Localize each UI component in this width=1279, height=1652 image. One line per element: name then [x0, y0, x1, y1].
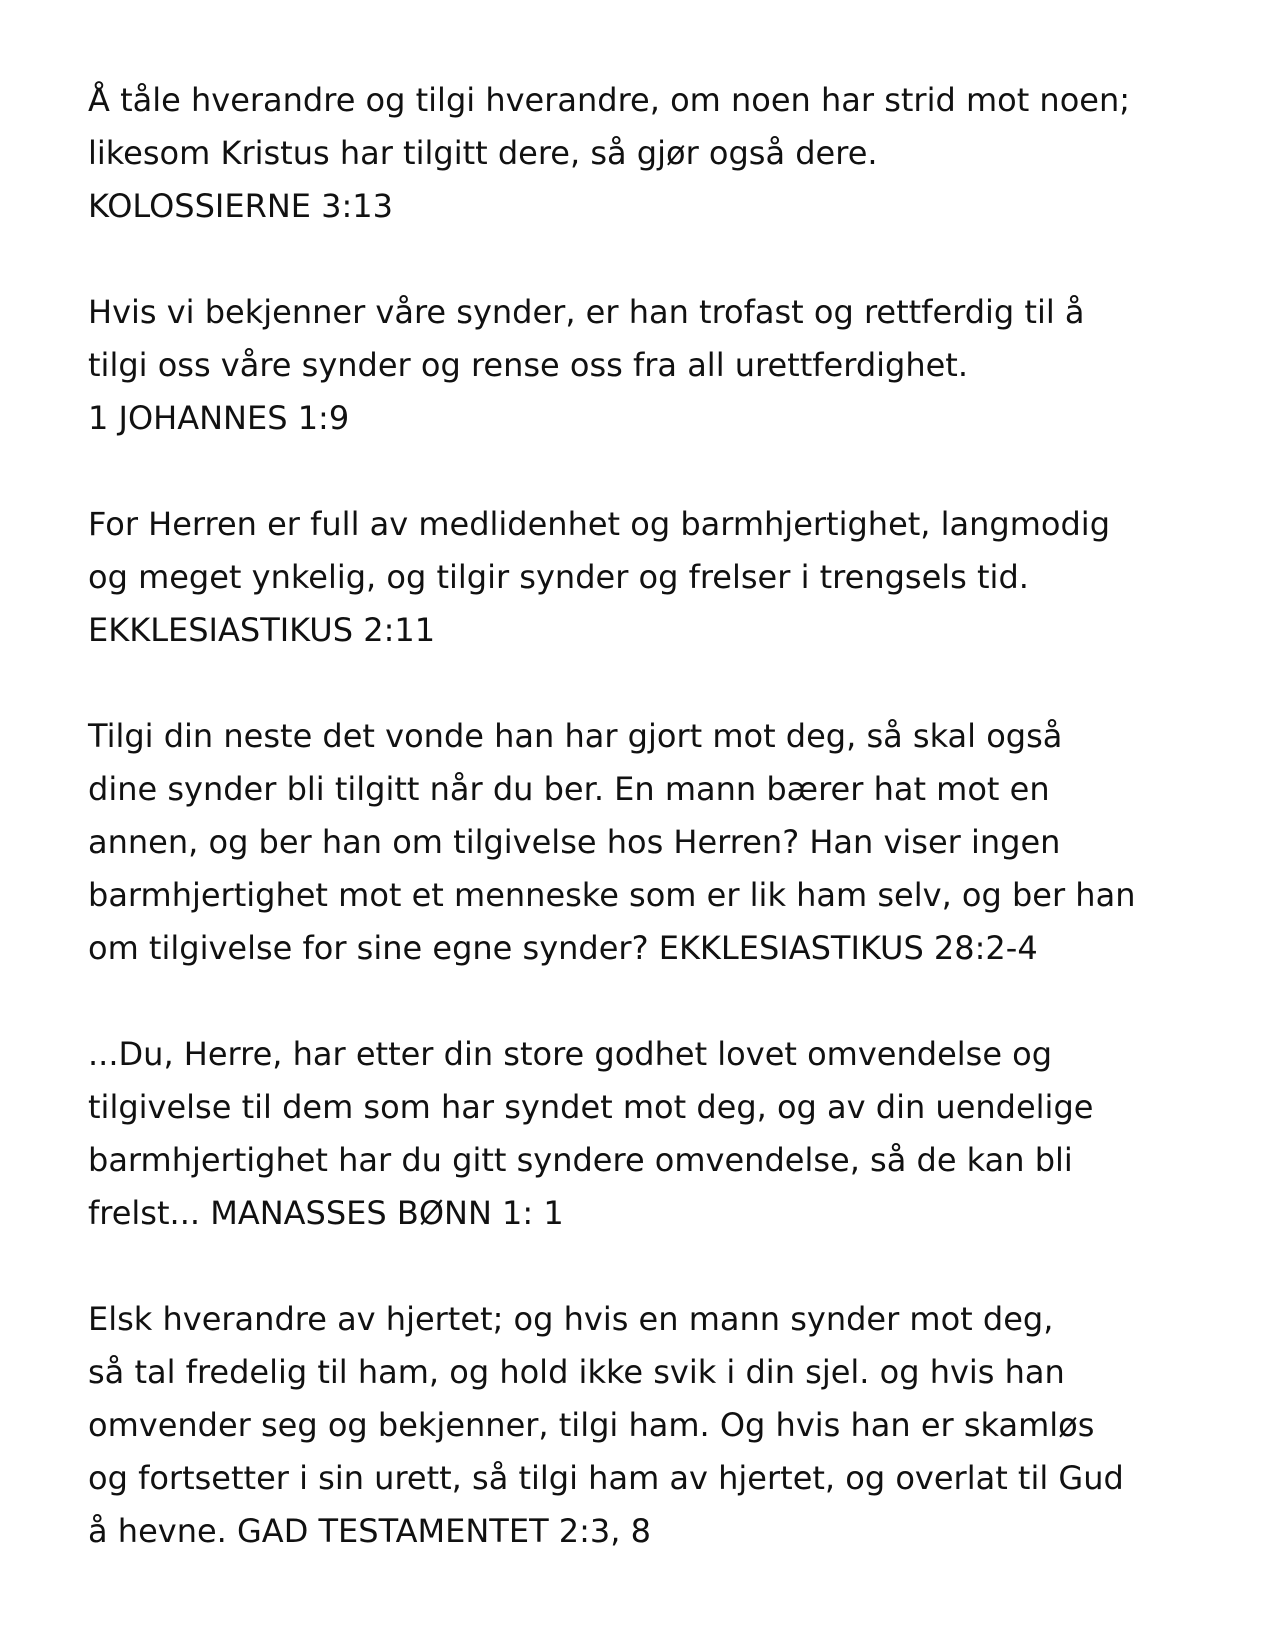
passage-line: så tal fredelig til ham, og hold ikke svik i din sjel. og hvis han	[88, 1353, 1065, 1391]
passage-line: Hvis vi bekjenner våre synder, er han trofast og rettferdig til å	[88, 293, 1085, 331]
passage-line: For Herren er full av medlidenhet og barmhjertighet, langmodig	[88, 505, 1110, 543]
passage-reference: EKKLESIASTIKUS 2:11	[88, 611, 436, 649]
passage-colossians	[88, 74, 1208, 233]
passage-line: dine synder bli tilgitt når du ber. En mann bærer hat mot en	[88, 770, 1050, 808]
document-page	[88, 74, 1208, 1611]
passage-line: Å tåle hverandre og tilgi hverandre, om noen har strid mot noen;	[88, 81, 1131, 119]
passage-manasseh	[88, 1028, 1208, 1240]
passage-line: tilgi oss våre synder og rense oss fra all urettferdighet.	[88, 346, 969, 384]
passage-line: Elsk hverandre av hjertet; og hvis en mann synder mot deg,	[88, 1300, 1054, 1338]
passage-gad	[88, 1293, 1208, 1558]
passage-line: Tilgi din neste det vonde han har gjort mot deg, så skal også	[88, 717, 1063, 755]
passage-line: ...Du, Herre, har etter din store godhet lovet omvendelse og	[88, 1035, 1053, 1073]
passage-reference: KOLOSSIERNE 3:13	[88, 187, 393, 225]
passage-line: annen, og ber han om tilgivelse hos Herren? Han viser ingen	[88, 823, 1061, 861]
passage-line: og fortsetter i sin urett, så tilgi ham av hjertet, og overlat til Gud	[88, 1459, 1124, 1497]
passage-line: likesom Kristus har tilgitt dere, så gjør også dere.	[88, 134, 878, 172]
passage-line: barmhjertighet mot et menneske som er lik ham selv, og ber han	[88, 876, 1136, 914]
passage-line: tilgivelse til dem som har syndet mot deg, og av din uendelige	[88, 1088, 1094, 1126]
passage-reference: 1 JOHANNES 1:9	[88, 399, 350, 437]
passage-line-with-reference: frelst... MANASSES BØNN 1: 1	[88, 1194, 564, 1232]
passage-sirach-28	[88, 710, 1208, 975]
passage-line-with-reference: om tilgivelse for sine egne synder? EKKLESIASTIKUS 28:2-4	[88, 929, 1038, 967]
passage-line: omvender seg og bekjenner, tilgi ham. Og hvis han er skamløs	[88, 1406, 1095, 1444]
passage-sirach-2	[88, 498, 1208, 657]
passage-line: og meget ynkelig, og tilgir synder og frelser i trengsels tid.	[88, 558, 1029, 596]
passage-1-john	[88, 286, 1208, 445]
passage-line-with-reference: å hevne. GAD TESTAMENTET 2:3, 8	[88, 1512, 651, 1550]
passage-line: barmhjertighet har du gitt syndere omvendelse, så de kan bli	[88, 1141, 1073, 1179]
